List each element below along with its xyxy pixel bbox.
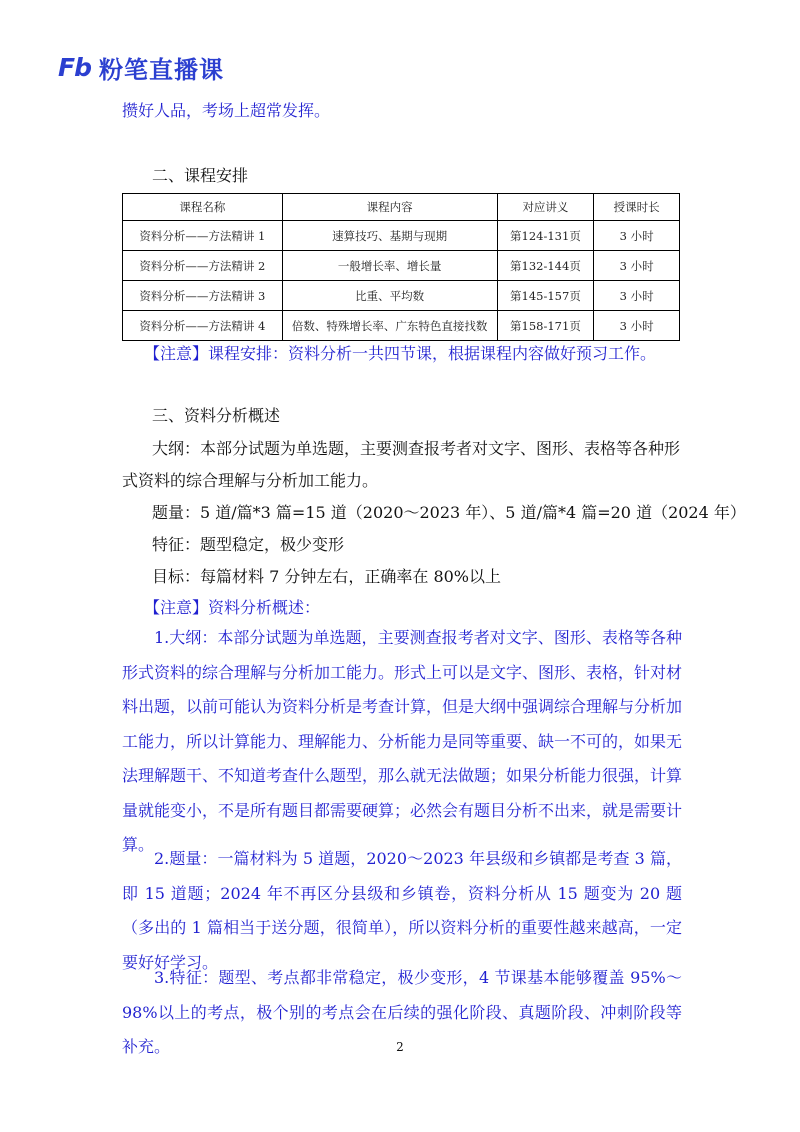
table-cell: 第132-144页 [497,251,594,281]
overview-note-paragraph-1: 1.大纲：本部分试题为单选题，主要测查报考者对文字、图形、表格等各种形式资料的综合理解与分析加工能力。形式上可以是文字、图形、表格，针对材料出题，以前可能认为资料分析是考查计算，但是大纲中强调综合理解与分析加工能力，所以计算能力、理解能力、分析能力是同等重要、缺一不可的，如果无法理解题干、不知道考查什么题型，那么就无法做题；如果分析能力很强，计算量就能变小，不是所有题目都需要硬算；必然会有题目分析不出来，就是需要计算。 [122,628,683,854]
section-3-title: 三、资料分析概述 [152,406,281,425]
overview-note-title: 【注意】资料分析概述： [144,598,321,617]
table-cell: 资料分析——方法精讲 2 [123,251,283,281]
table-cell: 倍数、特殊增长率、广东特色直接找数 [282,311,497,341]
table-cell: 第145-157页 [497,281,594,311]
table-cell: 3 小时 [594,221,680,251]
question-count-text: 题量：5 道/篇*3 篇=15 道（2020～2023 年）、5 道/篇*4 篇=20 道（2024 年） [152,503,746,522]
column-header: 课程名称 [123,194,283,221]
goal-text: 目标：每篇材料 7 分钟左右，正确率在 80%以上 [152,567,502,586]
table-cell: 资料分析——方法精讲 4 [123,311,283,341]
outline-text-line-2: 式资料的综合理解与分析加工能力。 [122,471,379,490]
table-cell: 资料分析——方法精讲 3 [123,281,283,311]
table-cell: 3 小时 [594,251,680,281]
table-cell: 比重、平均数 [282,281,497,311]
schedule-note: 【注意】课程安排：资料分析一共四节课，根据课程内容做好预习工作。 [144,344,657,363]
overview-note-paragraph-2: 2.题量：一篇材料为 5 道题，2020～2023 年县级和乡镇都是考查 3 篇，即 15 道题；2024 年不再区分县级和乡镇卷，资料分析从 15 题变为 20 题（多出的 1 篇相当于送分题，很简单），所以资料分析的重要性越来越高，一定要好好学习。 [122,849,682,972]
table-row [123,251,680,281]
table-row [123,281,680,311]
table-cell: 3 小时 [594,281,680,311]
column-header: 授课时长 [594,194,680,221]
table-cell: 3 小时 [594,311,680,341]
table-cell: 一般增长率、增长量 [282,251,497,281]
section-2-title: 二、课程安排 [152,166,249,185]
intro-tail-text: 攒好人品，考场上超常发挥。 [122,101,331,120]
table-cell: 第124-131页 [497,221,594,251]
column-header: 对应讲义 [497,194,594,221]
table-row [123,221,680,251]
page-number: 2 [396,1040,404,1054]
feature-text: 特征：题型稳定，极少变形 [152,535,345,554]
column-header: 课程内容 [282,194,497,221]
table-cell: 资料分析——方法精讲 1 [123,221,283,251]
table-header-row [123,194,680,221]
logo-text: 粉笔直播课 [98,56,224,84]
schedule-table [122,193,680,341]
table-cell: 速算技巧、基期与现期 [282,221,497,251]
logo-mark: Fb [58,53,91,82]
table-cell: 第158-171页 [497,311,594,341]
logo [58,50,224,85]
overview-note-paragraph-3: 3.特征：题型、考点都非常稳定，极少变形，4 节课基本能够覆盖 95%～98%以上的考点，极个别的考点会在后续的强化阶段、真题阶段、冲刺阶段等补充。 [122,968,682,1056]
table-row [123,311,680,341]
outline-text-line-1: 大纲：本部分试题为单选题，主要测查报考者对文字、图形、表格等各种形 [152,439,681,458]
